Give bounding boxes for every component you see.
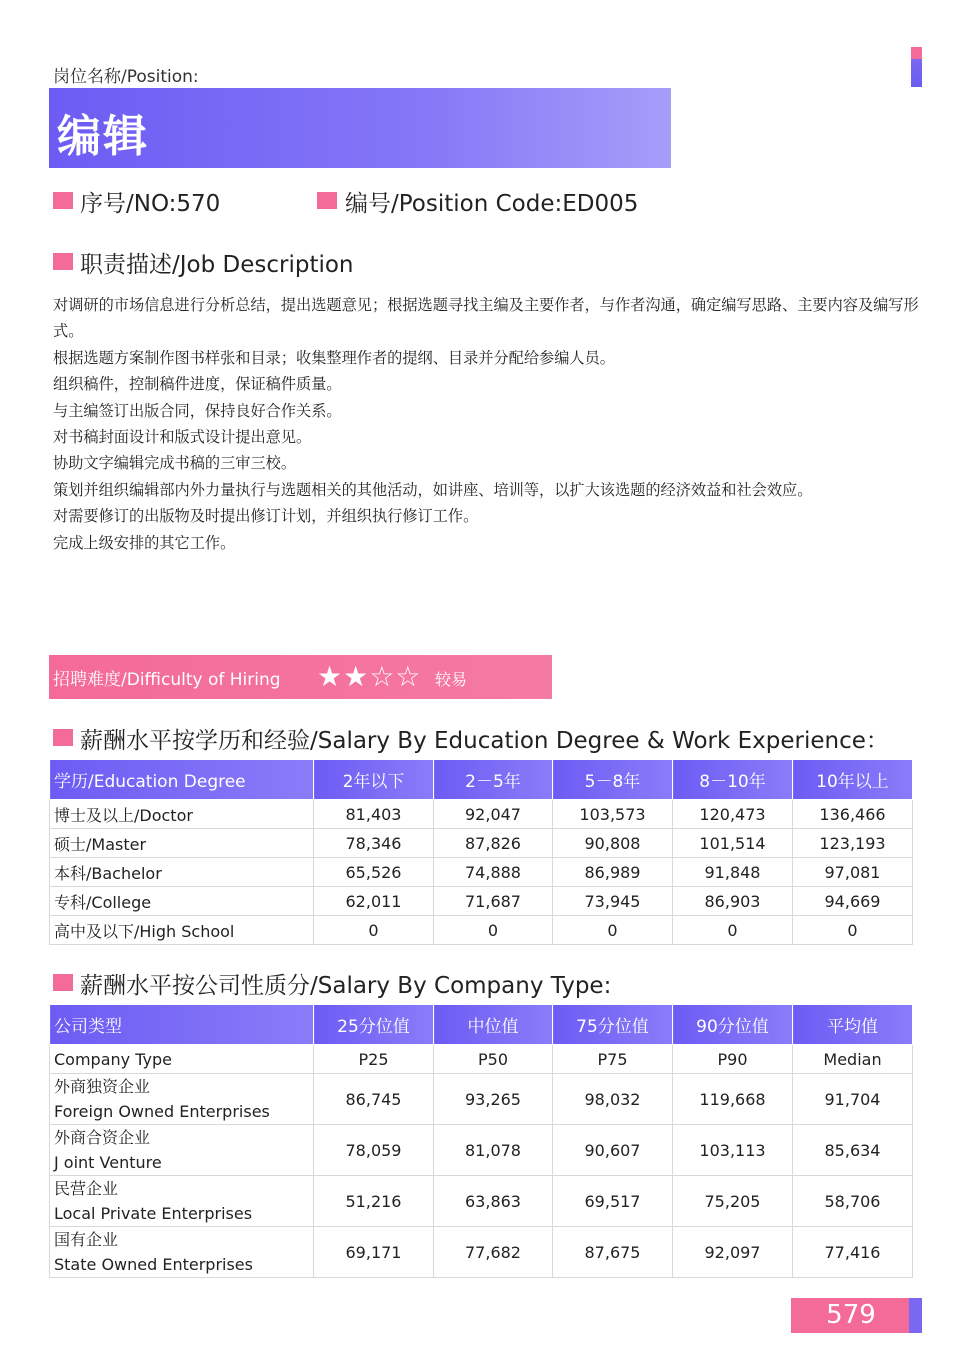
row-label: 本科/Bachelor xyxy=(50,858,314,887)
subheader-cell: P25 xyxy=(314,1045,434,1074)
column-header: 10年以上 xyxy=(793,760,913,800)
column-header: 公司类型 xyxy=(50,1005,314,1045)
column-header: 90分位值 xyxy=(673,1005,793,1045)
table-cell: 58,706 xyxy=(793,1176,913,1227)
job-duty: 协助文字编辑完成书稿的三审三校。 xyxy=(53,454,296,473)
company-type-cell xyxy=(50,1176,314,1227)
table-cell: 77,682 xyxy=(434,1227,553,1278)
job-duty: 组织稿件，控制稿件进度，保证稿件质量。 xyxy=(53,375,342,394)
table-cell: 97,081 xyxy=(793,858,913,887)
column-header: 75分位值 xyxy=(553,1005,673,1045)
row-label: 高中及以下/High School xyxy=(50,916,314,945)
table-cell: 136,466 xyxy=(793,800,913,829)
company-type-en: J oint Venture xyxy=(54,1153,162,1172)
salary-by-education-table xyxy=(49,759,913,945)
row-label: 专科/College xyxy=(50,887,314,916)
table-cell: 91,704 xyxy=(793,1074,913,1125)
table-cell: 91,848 xyxy=(673,858,793,887)
table-cell: 69,517 xyxy=(553,1176,673,1227)
job-duty: 根据选题方案制作图书样张和目录；收集整理作者的提纲、目录并分配给参编人员。 xyxy=(53,348,615,367)
company-type-cell xyxy=(50,1125,314,1176)
table-cell: 92,047 xyxy=(434,800,553,829)
table-cell: 63,863 xyxy=(434,1176,553,1227)
table-cell: 77,416 xyxy=(793,1227,913,1278)
job-duty: 策划并组织编辑部内外力量执行与选题相关的其他活动，如讲座、培训等，以扩大该选题的经济效益和社会效应。 xyxy=(53,480,813,499)
difficulty-level: 较易 xyxy=(435,670,468,689)
table-cell: 0 xyxy=(553,916,673,945)
table-cell: 73,945 xyxy=(553,887,673,916)
table-row xyxy=(50,1074,913,1125)
table-cell: 85,634 xyxy=(793,1125,913,1176)
company-type-cn: 外商合资企业 xyxy=(54,1128,151,1147)
table-cell: 81,403 xyxy=(314,800,434,829)
subheader-cell: P75 xyxy=(553,1045,673,1074)
table-row xyxy=(50,916,913,945)
page-title: 编辑 xyxy=(57,111,149,162)
table-cell: 103,113 xyxy=(673,1125,793,1176)
job-description-heading: 职责描述/Job Description xyxy=(80,252,354,278)
salary-by-company-table xyxy=(49,1004,913,1278)
table-cell: 78,346 xyxy=(314,829,434,858)
bullet-square xyxy=(53,253,73,270)
row-label: 博士及以上/Doctor xyxy=(50,800,314,829)
company-type-cn: 国有企业 xyxy=(54,1230,119,1249)
difficulty-stars: ★★☆☆ xyxy=(317,660,422,693)
table-cell: 123,193 xyxy=(793,829,913,858)
table-row xyxy=(50,829,913,858)
subheader-cell: Company Type xyxy=(50,1045,314,1074)
column-header: 2－5年 xyxy=(434,760,553,800)
job-description xyxy=(53,292,923,556)
table-cell: 81,078 xyxy=(434,1125,553,1176)
job-duty: 对书稿封面设计和版式设计提出意见。 xyxy=(53,428,312,447)
table-cell: 103,573 xyxy=(553,800,673,829)
table-row xyxy=(50,1125,913,1176)
table-cell: 92,097 xyxy=(673,1227,793,1278)
column-header: 25分位值 xyxy=(314,1005,434,1045)
job-duty: 对需要修订的出版物及时提出修订计划，并组织执行修订工作。 xyxy=(53,507,479,526)
company-type-cn: 民营企业 xyxy=(54,1179,119,1198)
table-cell: 119,668 xyxy=(673,1074,793,1125)
subheader-cell: P90 xyxy=(673,1045,793,1074)
table-cell: 75,205 xyxy=(673,1176,793,1227)
table-cell: 98,032 xyxy=(553,1074,673,1125)
column-header: 5－8年 xyxy=(553,760,673,800)
table-cell: 93,265 xyxy=(434,1074,553,1125)
difficulty-label: 招聘难度/Difficulty of Hiring xyxy=(53,670,281,690)
table-row xyxy=(50,800,913,829)
company-table-heading: 薪酬水平按公司性质分/Salary By Company Type: xyxy=(80,973,612,999)
table-cell: 86,745 xyxy=(314,1074,434,1125)
column-header: 中位值 xyxy=(434,1005,553,1045)
table-cell: 101,514 xyxy=(673,829,793,858)
table-cell: 0 xyxy=(314,916,434,945)
company-type-en: Foreign Owned Enterprises xyxy=(54,1102,270,1121)
job-duty: 完成上级安排的其它工作。 xyxy=(53,533,236,552)
table-cell: 0 xyxy=(793,916,913,945)
table-cell: 51,216 xyxy=(314,1176,434,1227)
table-cell: 87,675 xyxy=(553,1227,673,1278)
table-row xyxy=(50,1176,913,1227)
page-number: 579 xyxy=(826,1300,876,1330)
table-subheader-row xyxy=(50,1045,913,1074)
subheader-cell: Median xyxy=(793,1045,913,1074)
table-cell: 62,011 xyxy=(314,887,434,916)
edu-table-heading: 薪酬水平按学历和经验/Salary By Education Degree & Work Experience： xyxy=(80,728,889,754)
table-row xyxy=(50,858,913,887)
table-cell: 86,989 xyxy=(553,858,673,887)
table-cell: 87,826 xyxy=(434,829,553,858)
company-type-cn: 外商独资企业 xyxy=(54,1077,151,1096)
column-header: 8－10年 xyxy=(673,760,793,800)
position-label: 岗位名称/Position: xyxy=(53,67,199,87)
table-row xyxy=(50,1227,913,1278)
column-header: 平均值 xyxy=(793,1005,913,1045)
bullet-square xyxy=(317,192,337,209)
job-duty: 与主编签订出版合同，保持良好合作关系。 xyxy=(53,401,342,420)
company-type-en: State Owned Enterprises xyxy=(54,1255,253,1274)
table-cell: 90,808 xyxy=(553,829,673,858)
table-cell: 78,059 xyxy=(314,1125,434,1176)
table-cell: 86,903 xyxy=(673,887,793,916)
table-cell: 0 xyxy=(673,916,793,945)
table-row xyxy=(50,887,913,916)
table-cell: 71,687 xyxy=(434,887,553,916)
position-number: 序号/NO:570 xyxy=(80,191,221,217)
table-cell: 90,607 xyxy=(553,1125,673,1176)
company-type-cell xyxy=(50,1074,314,1125)
position-code: 编号/Position Code:ED005 xyxy=(345,191,639,217)
company-type-en: Local Private Enterprises xyxy=(54,1204,253,1223)
table-cell: 74,888 xyxy=(434,858,553,887)
table-header-row xyxy=(50,1005,913,1045)
row-label: 硕士/Master xyxy=(50,829,314,858)
table-cell: 0 xyxy=(434,916,553,945)
bullet-square xyxy=(53,974,73,991)
subheader-cell: P50 xyxy=(434,1045,553,1074)
table-header-row xyxy=(50,760,913,800)
column-header: 学历/Education Degree xyxy=(50,760,314,800)
bullet-square xyxy=(53,729,73,746)
table-cell: 94,669 xyxy=(793,887,913,916)
bullet-square xyxy=(53,192,73,209)
table-cell: 65,526 xyxy=(314,858,434,887)
column-header: 2年以下 xyxy=(314,760,434,800)
table-cell: 69,171 xyxy=(314,1227,434,1278)
company-type-cell xyxy=(50,1227,314,1278)
job-duty: 对调研的市场信息进行分析总结，提出选题意见；根据选题寻找主编及主要作者，与作者沟通，确定编写思路、主要内容及编写形式。 xyxy=(53,296,919,341)
corner-accent xyxy=(911,47,922,87)
table-cell: 120,473 xyxy=(673,800,793,829)
